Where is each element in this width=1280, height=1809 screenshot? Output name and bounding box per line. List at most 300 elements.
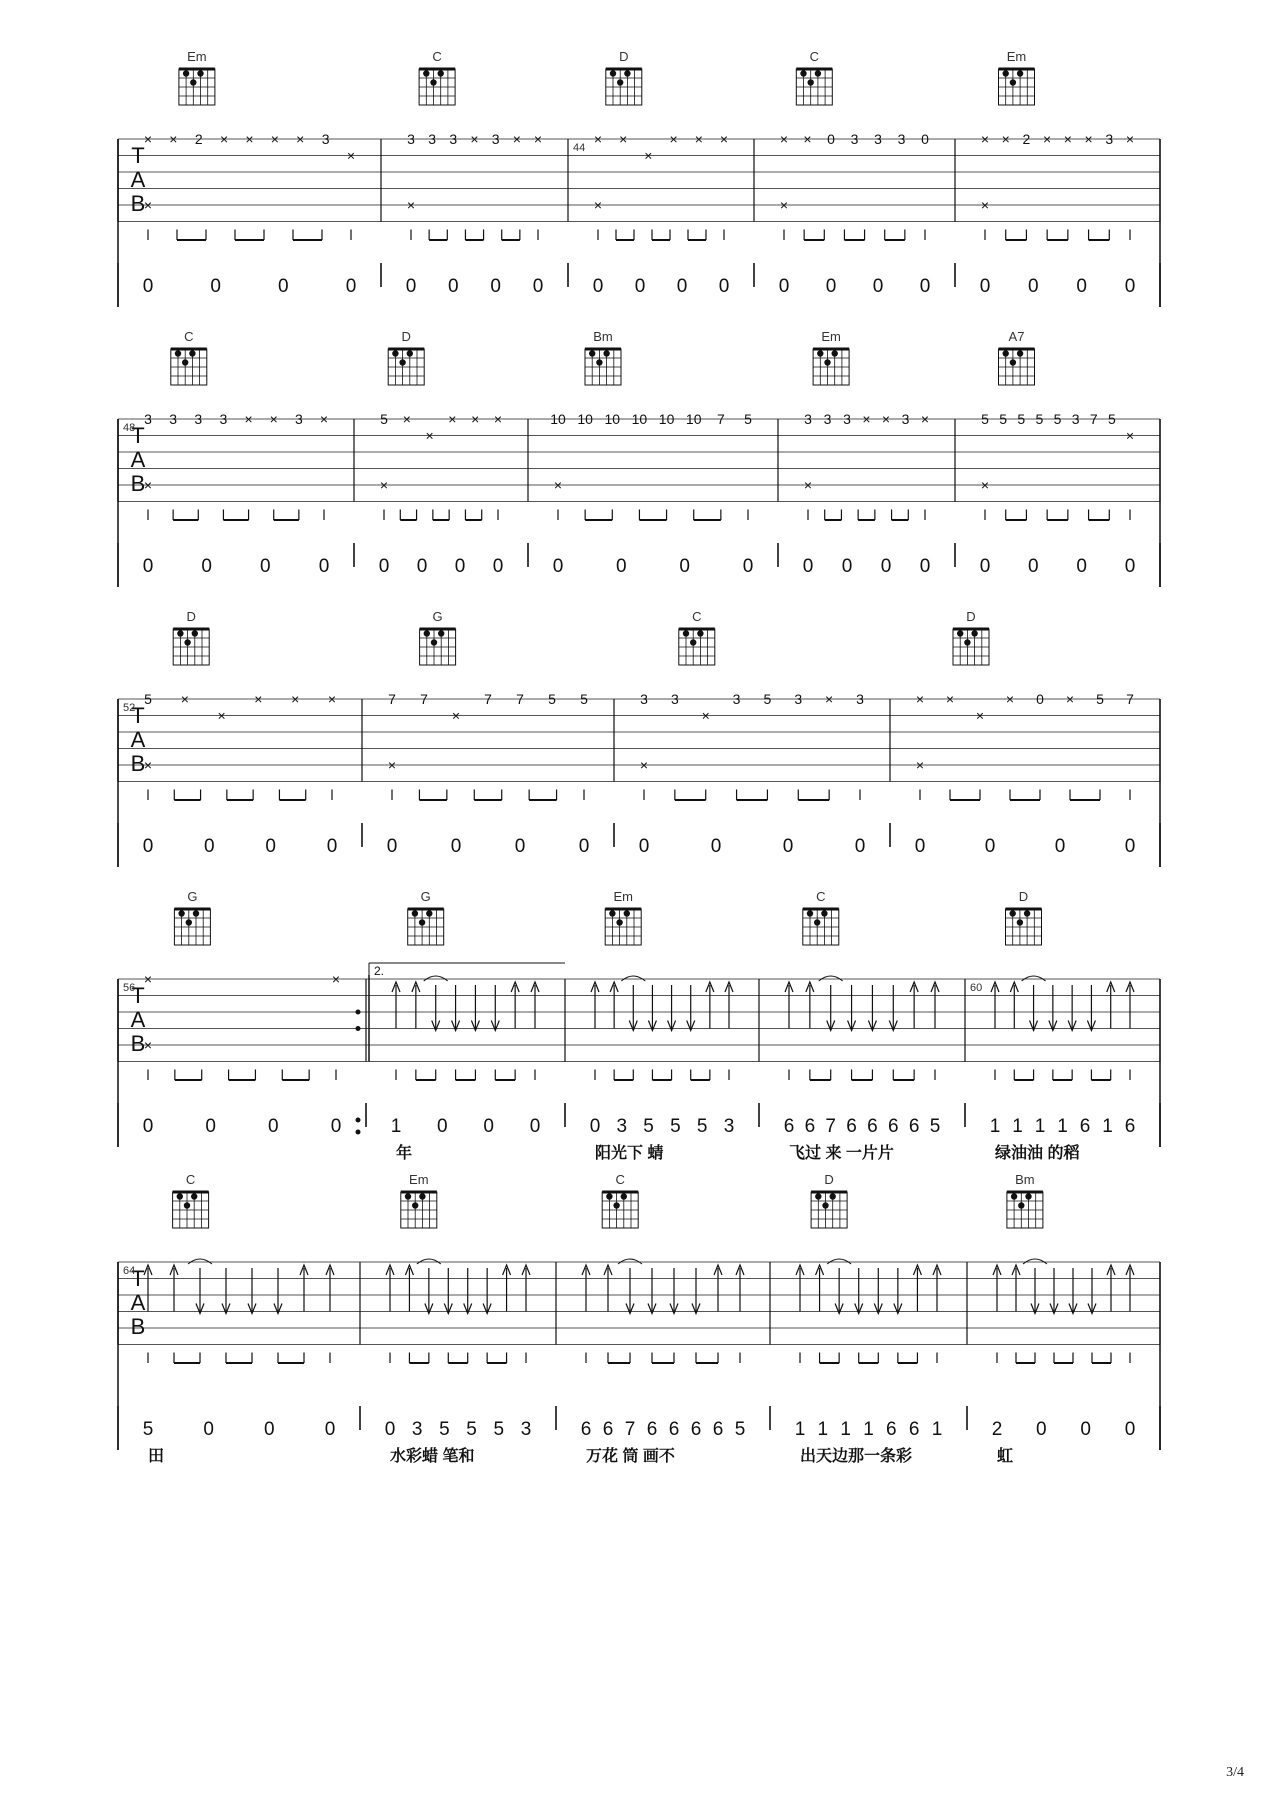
chord-name: Bm [593,329,613,344]
tab-clef-letter: A [130,447,146,472]
jianpu-note: 0 [979,556,991,577]
chord-name: C [185,1172,196,1187]
strum-down-arrow [687,985,695,1031]
chord-name: D [1018,889,1029,904]
strum-up-arrow [604,1265,612,1312]
finger-dot [800,70,806,76]
dead-note: × [1065,691,1075,707]
finger-dot [603,350,609,356]
bass-note: × [553,477,563,493]
jianpu-note: 7 [624,1419,636,1440]
rhythm [390,1353,526,1364]
measure [980,49,1136,297]
finger-dot [184,639,190,645]
bass-note: × [593,197,603,213]
jianpu-note: 0 [330,1116,342,1137]
tab-clef-letter: A [130,1290,146,1315]
strum-down-arrow [196,1268,204,1314]
jianpu-note: 0 [514,836,526,857]
jianpu-note: 0 [142,556,154,577]
measure-number: 48 [123,422,136,434]
finger-dot [424,630,430,636]
finger-dot [822,1202,828,1208]
measure-number: 64 [123,1265,136,1277]
system-5 [118,1172,1160,1465]
rhythm [148,1353,330,1364]
jianpu-note: 0 [260,556,271,577]
jianpu-note: 6 [908,1116,920,1137]
lyric-line: 田 [148,1448,165,1465]
fret-number: 3 [1071,411,1080,427]
fret-number: 3 [856,691,864,707]
fret-number: 7 [1089,411,1098,427]
fret-number: 3 [428,131,437,147]
strum-up-arrow [503,1265,511,1312]
measure [581,1172,746,1465]
fret-number: 3 [449,131,458,147]
tab-clef-letter: A [130,727,146,752]
rhythm [985,230,1130,241]
strum-down-arrow [835,1268,843,1314]
jianpu-note: 0 [710,836,722,857]
measure [550,329,753,577]
finger-dot [431,639,437,645]
jianpu-note: 1 [1102,1116,1113,1137]
jianpu-note: 5 [929,1116,941,1137]
chord-name: Em [409,1172,429,1187]
jianpu-note: 0 [529,1116,541,1137]
finger-dot [610,70,616,76]
fret-number: 10 [577,411,593,427]
dead-note: × [669,131,678,147]
finger-dot [808,79,814,85]
finger-dot [192,630,198,636]
dead-note: × [291,691,300,707]
chord-name: A7 [1008,329,1025,344]
dead-note: × [296,131,305,147]
fret-number: 10 [685,411,702,427]
dead-note: × [493,411,503,427]
finger-dot [624,910,630,916]
measure [387,609,590,857]
strum-up-arrow [326,1265,334,1312]
strum-up-arrow [1126,982,1134,1029]
jianpu-note: 0 [872,276,884,297]
system-1 [118,49,1160,307]
fret-number: 5 [999,411,1008,427]
jianpu-note: 0 [984,836,996,857]
dead-note: × [254,691,263,707]
fret-number: 5 [580,691,588,707]
dead-note: × [1043,131,1052,147]
jianpu-note: 5 [439,1419,450,1440]
dead-note: × [244,411,253,427]
finger-dot [824,359,830,365]
finger-dot [830,1193,836,1199]
rhythm [644,790,860,801]
jianpu-note: 0 [979,276,991,297]
jianpu-note: 0 [592,276,604,297]
fret-number: 3 [874,131,882,147]
strum-up-arrow [910,982,918,1029]
strum-up-arrow [1012,1265,1020,1312]
bass-note: × [387,757,397,773]
jianpu-note: 1 [1012,1116,1023,1137]
dead-note: × [217,707,226,724]
strum-up-arrow [610,982,618,1029]
finger-dot [1025,1193,1031,1199]
jianpu-note: 6 [668,1419,680,1440]
rhythm [396,1070,535,1081]
finger-dot [405,1193,411,1199]
jianpu-note: 0 [782,836,794,857]
finger-dot [1003,350,1009,356]
strum-down-arrow [868,985,876,1031]
chord-diagram [174,889,210,945]
fret-number: 7 [388,691,396,707]
fret-number: 3 [194,411,203,427]
jianpu-note: 2 [991,1419,1003,1440]
strum-down-arrow [432,985,440,1031]
fret-number: 3 [850,131,859,147]
jianpu-note: 0 [437,1116,448,1137]
dead-note: × [470,131,479,147]
chord-diagram [796,49,832,105]
finger-dot [1017,70,1023,76]
finger-dot [1010,910,1016,916]
bass-note: × [779,197,789,213]
chord-name: C [816,889,826,904]
jianpu-note: 5 [493,1419,505,1440]
dead-note: × [945,691,955,707]
jianpu-note: 0 [345,276,357,297]
jianpu-note: 0 [278,276,289,297]
bass-note: × [639,757,649,773]
measure [980,329,1136,577]
jianpu-note: 6 [908,1419,920,1440]
jianpu-note: 0 [1124,276,1136,297]
repeat-dot [356,1010,361,1015]
repeat-dot [356,1130,361,1135]
finger-dot [616,919,622,925]
strum-up-arrow [392,982,400,1029]
jianpu-note: 0 [802,556,814,577]
strum-down-arrow [848,985,856,1031]
dead-note: × [327,691,337,707]
lyric-line: 飞过 来 一片片 [789,1145,894,1162]
chord-diagram [605,889,641,945]
fret-number: 7 [420,691,428,707]
fret-number: 3 [670,691,679,707]
chord-name: C [432,49,442,64]
jianpu-note: 0 [919,556,931,577]
fret-number: 5 [1053,411,1062,427]
chord-diagram [1007,1172,1043,1228]
dead-note: × [346,147,356,164]
fret-number: 5 [1035,411,1044,427]
dead-note: × [825,691,834,707]
jianpu-note: 0 [448,276,459,297]
finger-dot [1011,1193,1017,1199]
finger-dot [690,639,696,645]
finger-dot [683,630,689,636]
jianpu-note: 0 [483,1116,494,1137]
dead-note: × [975,707,985,724]
measure [143,889,342,1137]
chord-diagram [813,329,849,385]
fret-number: 5 [380,411,388,427]
measure [992,1172,1136,1465]
strum-down-arrow [894,1268,902,1314]
tab-clef-letter: T [131,423,145,448]
bass-note: × [980,197,990,213]
fret-number: 3 [219,411,228,427]
fret-number: 3 [321,131,330,147]
chord-diagram [602,1172,638,1228]
fret-number: 3 [169,411,178,427]
chord-diagram [999,49,1035,105]
strum-down-arrow [491,985,499,1031]
jianpu-note: 1 [840,1419,851,1440]
fret-number: 5 [144,691,152,707]
chord-name: D [401,329,411,344]
finger-dot [197,70,203,76]
volta-label: 2. [374,964,385,978]
jianpu-note: 0 [1054,836,1066,857]
strum-up-arrow [1010,982,1018,1029]
lyric-line: 绿油油 的稻 [995,1145,1080,1162]
fret-number: 3 [294,411,303,427]
chord-name: Em [613,889,633,904]
tab-clef-letter: T [131,703,145,728]
jianpu-note: 1 [390,1116,402,1137]
fret-number: 7 [516,691,524,707]
jianpu-note: 0 [778,276,790,297]
chord-diagram [171,329,207,385]
fret-number: 5 [744,411,752,427]
jianpu-note: 0 [204,836,215,857]
chord-name: G [432,609,443,624]
tab-clef-letter: B [130,751,146,776]
strum-down-arrow [483,1268,491,1314]
jianpu-note: 0 [378,556,390,577]
finger-dot [412,910,418,916]
chord-name: C [615,1172,625,1187]
fret-number: 3 [804,411,812,427]
fret-number: 10 [550,411,566,427]
dead-note: × [402,411,411,427]
strum-up-arrow [933,1265,941,1312]
dead-note: × [1063,131,1072,147]
strum-up-arrow [725,982,733,1029]
jianpu-note: 0 [552,556,564,577]
jianpu-note: 0 [454,556,466,577]
rhythm [920,790,1130,801]
strum-up-arrow [991,982,999,1029]
page-number: 3/4 [1226,1765,1244,1780]
strum-down-arrow [471,985,479,1031]
jianpu-note: 0 [1080,1419,1091,1440]
chord-diagram [408,889,444,945]
fret-number: 5 [1017,411,1026,427]
finger-dot [419,1193,425,1199]
measure [143,609,338,857]
jianpu-note: 0 [268,1116,279,1137]
strum-down-arrow [668,985,676,1031]
jianpu-note: 0 [718,276,730,297]
jianpu-note: 7 [825,1116,837,1137]
strum-up-arrow [714,1265,722,1312]
strum-down-arrow [222,1268,230,1314]
strum-down-arrow [1068,985,1076,1031]
measure [779,49,931,297]
finger-dot [412,1202,418,1208]
strum-down-arrow [1031,1268,1039,1314]
strum-down-arrow [464,1268,472,1314]
fret-number: 7 [484,691,492,707]
finger-dot [1024,910,1030,916]
dead-note: × [694,131,703,147]
tab-clef-letter: B [130,1314,146,1339]
strum-down-arrow [425,1268,433,1314]
chord-diagram [419,49,455,105]
jianpu-note: 5 [466,1419,477,1440]
jianpu-note: 6 [1079,1116,1091,1137]
finger-dot [1010,359,1016,365]
dead-note: × [451,707,461,724]
measure [795,1172,943,1465]
fret-number: 3 [901,411,910,427]
bass-note: × [803,477,813,493]
finger-dot [964,639,970,645]
chord-name: G [187,889,198,904]
strum-up-arrow [522,1265,530,1312]
fret-number: 3 [732,691,741,707]
dead-note: × [644,147,653,164]
fret-number: 3 [640,691,648,707]
dead-note: × [319,411,329,427]
fret-number: 2 [1022,131,1031,147]
fret-number: 3 [407,131,415,147]
finger-dot [407,350,413,356]
repeat-dot [356,1026,361,1031]
measure [385,1172,532,1465]
jianpu-note: 6 [712,1419,724,1440]
tab-clef-letter: B [130,471,146,496]
finger-dot [821,910,827,916]
bass-note: × [143,197,153,213]
rhythm [997,1353,1130,1364]
rhythm [148,230,351,241]
finger-dot [177,630,183,636]
chord-diagram [679,609,715,665]
jianpu-note: 0 [1076,556,1087,577]
lyric-line: 阳光下 蜻 [595,1145,664,1162]
jianpu-note: 0 [854,836,866,857]
rhythm [598,230,724,241]
rhythm [595,1070,729,1081]
finger-dot [190,79,196,85]
bass-note: × [143,1037,153,1053]
dead-note: × [169,131,178,147]
lyric-line: 年 [396,1145,413,1162]
finger-dot [971,630,977,636]
finger-dot [189,350,195,356]
finger-dot [175,350,181,356]
chord-name: D [186,609,196,624]
finger-dot [1003,70,1009,76]
measure-number: 52 [123,702,136,714]
measure [590,889,735,1162]
chord-diagram [606,49,642,105]
measure-number: 60 [970,982,983,994]
jianpu-note: 0 [676,276,688,297]
finger-dot [1010,79,1016,85]
fret-number: 0 [1036,691,1044,707]
jianpu-note: 0 [1036,1419,1047,1440]
jianpu-note: 0 [634,276,646,297]
strum-up-arrow [582,1265,590,1312]
jianpu-note: 0 [324,1419,336,1440]
jianpu-note: 0 [142,276,154,297]
finger-dot [606,1193,612,1199]
lyric-line: 水彩蜡 笔和 [390,1448,475,1465]
chord-name: C [809,49,819,64]
jianpu-note: 0 [264,1419,275,1440]
strum-up-arrow [931,982,939,1029]
strum-up-arrow [386,1265,394,1312]
dead-note: × [448,411,457,427]
chord-diagram [173,1172,209,1228]
dead-note: × [593,131,603,147]
strum-down-arrow [670,1268,678,1314]
strum-up-arrow [511,982,519,1029]
rhythm [784,230,925,241]
finger-dot [430,79,436,85]
rhythm [995,1070,1130,1081]
dead-note: × [719,131,729,147]
dead-note: × [220,131,229,147]
finger-dot [817,350,823,356]
jianpu-note: 5 [643,1116,654,1137]
dead-note: × [245,131,254,147]
jianpu-note: 6 [887,1116,899,1137]
strum-up-arrow [736,1265,744,1312]
dead-note: × [619,131,628,147]
strum-up-arrow [796,1265,804,1312]
jianpu-note: 0 [142,1116,154,1137]
jianpu-note: 0 [450,836,462,857]
dead-note: × [1125,427,1135,444]
measure [391,889,541,1162]
tab-clef-letter: B [130,191,146,216]
jianpu-note: 3 [616,1116,628,1137]
jianpu-note: 1 [931,1419,943,1440]
strum-up-arrow [785,982,793,1029]
rhythm [586,1353,740,1364]
strum-down-arrow [629,985,637,1031]
jianpu-note: 0 [205,1116,216,1137]
dead-note: × [915,691,925,707]
jianpu-note: 0 [1028,276,1039,297]
fret-number: 3 [823,411,832,427]
strum-up-arrow [913,1265,921,1312]
dead-note: × [1125,131,1135,147]
jianpu-note: 6 [886,1419,897,1440]
strum-down-arrow [874,1268,882,1314]
strum-down-arrow [452,985,460,1031]
strum-up-arrow [300,1265,308,1312]
